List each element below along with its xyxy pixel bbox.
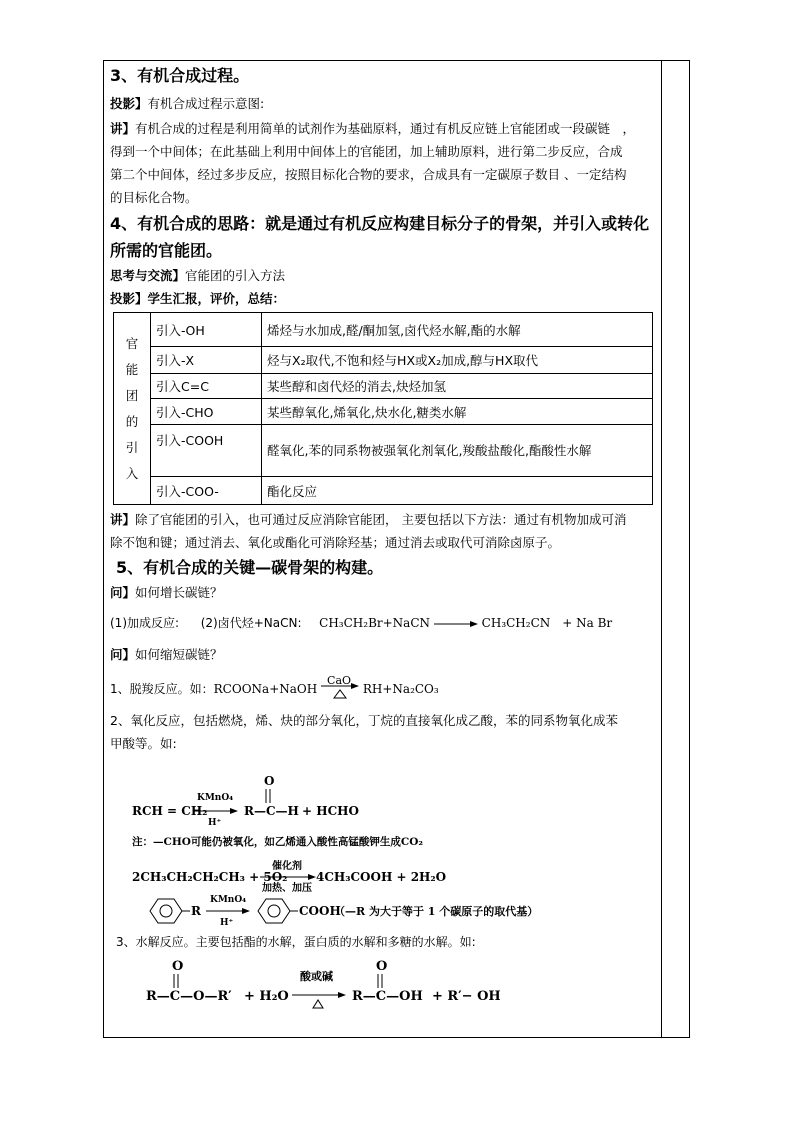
hydrolysis-line: 3、水解反应。主要包括酯的水解，蛋白质的水解和多糖的水解。如:: [116, 935, 476, 949]
oxidation-equations: [110, 757, 656, 929]
decarboxylation-line: [110, 673, 656, 701]
decarboxylation-products: RH+Na₂CO₃: [362, 682, 439, 696]
section4-title: [110, 210, 656, 264]
decarboxylation-arrow: [321, 673, 359, 700]
eqB-top: 催化剂: [272, 861, 302, 872]
talk-paragraph: [110, 117, 656, 209]
cao-condition: CaO: [327, 673, 352, 687]
eqA-top: KMnO₄: [197, 793, 234, 803]
table-cell-method: 醛氧化,苯的同系物被强氧化剂氧化,羧酸盐酸化,酯酸性水解: [262, 425, 653, 477]
talk-label: 讲】: [110, 121, 136, 136]
addition-reaction-label: (1)加成反应:: [110, 616, 180, 630]
table-cell-group: 引入-CHO: [151, 399, 262, 425]
eqD-acid: R—C—OH: [352, 989, 423, 1004]
side-char: 入: [125, 465, 139, 481]
section3-title: 3、有机合成过程。: [110, 66, 250, 85]
section4-title-line: 所需的官能团。: [110, 241, 223, 260]
question2-text: 如何缩短碳链？: [135, 647, 223, 662]
eqA-right: + HCHO: [302, 804, 359, 818]
talk2-paragraph: [110, 508, 656, 554]
projection-summary: [110, 287, 656, 310]
eqC-top: KMnO₄: [210, 895, 247, 905]
eqD-water: + H₂O: [244, 989, 289, 1004]
table-cell-method: 烃与X₂取代,不饱和烃与HX或X₂加成,醇与HX取代: [262, 347, 653, 374]
side-char: 的: [125, 413, 139, 429]
eqB-bottom: 加热、加压: [262, 883, 312, 894]
eqD-oxygen2: O: [376, 959, 388, 974]
eqA-bottom: H⁺: [208, 818, 222, 828]
table-cell-method: 某些醇和卤代烃的消去,炔烃加氢: [262, 374, 653, 399]
side-char: 能: [125, 361, 139, 377]
question1-answer: [110, 612, 656, 635]
talk-line: 第二个中间体，经过多步反应，按照目标化合物的要求，合成具有一定碳原子数目 、一定结构: [110, 167, 627, 182]
note-text: 注：—CHO可能仍被氧化，如乙烯通入酸性高锰酸钾生成CO₂: [132, 836, 424, 848]
reaction-arrow: [434, 619, 478, 629]
oxidation-paragraph: [110, 709, 656, 755]
side-char: 官: [125, 335, 139, 351]
eqC-note: （—R 为大于等于 1 个碳原子的取代基）: [334, 905, 539, 918]
talk2-label: 讲】: [110, 512, 136, 527]
eqC-bottom: H⁺: [220, 918, 234, 928]
think-line: [110, 264, 656, 287]
eqA-left: RCH = CH₂: [132, 804, 208, 818]
decarboxylation-label: 1、脱羧反应。如：: [110, 682, 214, 696]
table-cell-method: 烯烃与水加成,醛/酮加氢,卤代烃水解,酯的水解: [262, 313, 653, 347]
section4-title-line: 4、有机合成的思路：就是通过有机反应构建目标分子的骨架，并引入或转化: [110, 214, 650, 233]
eqA-product: R—C—H: [244, 804, 299, 818]
side-char: 引: [125, 439, 139, 455]
table-cell-method: 某些醇氧化,烯氧化,炔水化,糖类水解: [262, 399, 653, 425]
side-char: 团: [125, 387, 139, 403]
table-cell-group: 引入C=C: [151, 374, 262, 399]
hydrolysis-equation: [110, 954, 656, 1014]
decarboxylation-reactants: RCOONa+NaOH: [213, 682, 318, 696]
nacn-reactants: CH₃CH₂Br+NaCN: [319, 616, 431, 630]
projection-text: 有机合成过程示意图:: [147, 96, 265, 111]
table-cell-method: 酯化反应: [262, 477, 653, 505]
section5-title: 5、有机合成的关键—碳骨架的构建。: [116, 558, 384, 577]
question2-label: 问】: [110, 647, 136, 662]
eqB-right: 4CH₃COOH + 2H₂O: [316, 870, 447, 884]
eqB-left: 2CH₃CH₂CH₂CH₃ + 5O₂: [132, 870, 288, 884]
eqD-left: R—C—O—R′: [146, 989, 232, 1004]
side-column-divider: [661, 60, 662, 1038]
functional-group-table: [113, 312, 653, 505]
nacn-label: (2)卤代烃+NaCN:: [200, 616, 302, 630]
lesson-content: [110, 62, 656, 1014]
think-label: 思考与交流】: [110, 268, 186, 283]
question1-text: 如何增长碳链？: [135, 585, 223, 600]
heat-triangle-icon: [313, 1000, 323, 1008]
question1: [110, 581, 656, 604]
oxidation-line: 甲酸等。如:: [110, 736, 177, 751]
projection-line: [110, 92, 656, 115]
talk-line: 有机合成的过程是利用简单的试剂作为基础原料，通过有机反应链上官能团或一段碳链 ，: [135, 121, 636, 136]
table-cell-group: 引入-OH: [151, 313, 262, 347]
eqD-oxygen: O: [172, 959, 184, 974]
table-cell-group: 引入-X: [151, 347, 262, 374]
oxidation-line: 2、氧化反应，包括燃烧，烯、炔的部分氧化，丁烷的直接氧化成乙酸，苯的同系物氧化成苯: [110, 713, 618, 728]
table-cell-group: 引入-COOH: [151, 425, 262, 477]
question2: [110, 643, 656, 666]
projection-summary-text: 投影】学生汇报，评价，总结：: [110, 291, 286, 306]
eqC-cooh: COOH: [299, 904, 341, 918]
eqD-alcohol: + R′− OH: [432, 989, 501, 1004]
question1-label: 问】: [110, 585, 136, 600]
think-text: 官能团的引入方法: [185, 268, 286, 283]
table-side-label: [114, 313, 151, 505]
eqA-oxygen: O: [264, 774, 275, 788]
eqD-condition: 酸或碱: [300, 970, 333, 983]
eqC-r: R: [191, 904, 201, 918]
nacn-products: CH₃CH₂CN + Na Br: [481, 616, 613, 630]
talk2-line: 除不饱和键；通过消去、氧化或酯化可消除羟基；通过消去或取代可消除卤原子。: [110, 535, 561, 550]
talk2-line: 除了官能团的引入，也可通过反应消除官能团， 主要包括以下方法：通过有机物加成可消: [135, 512, 627, 527]
projection-label: 投影】: [110, 96, 148, 111]
talk-line: 得到一个中间体；在此基础上利用中间体上的官能团，加上辅助原料，进行第二步反应，合成: [110, 144, 623, 159]
table-cell-group: 引入-COO-: [151, 477, 262, 505]
talk-line: 的目标化合物。: [110, 190, 198, 205]
